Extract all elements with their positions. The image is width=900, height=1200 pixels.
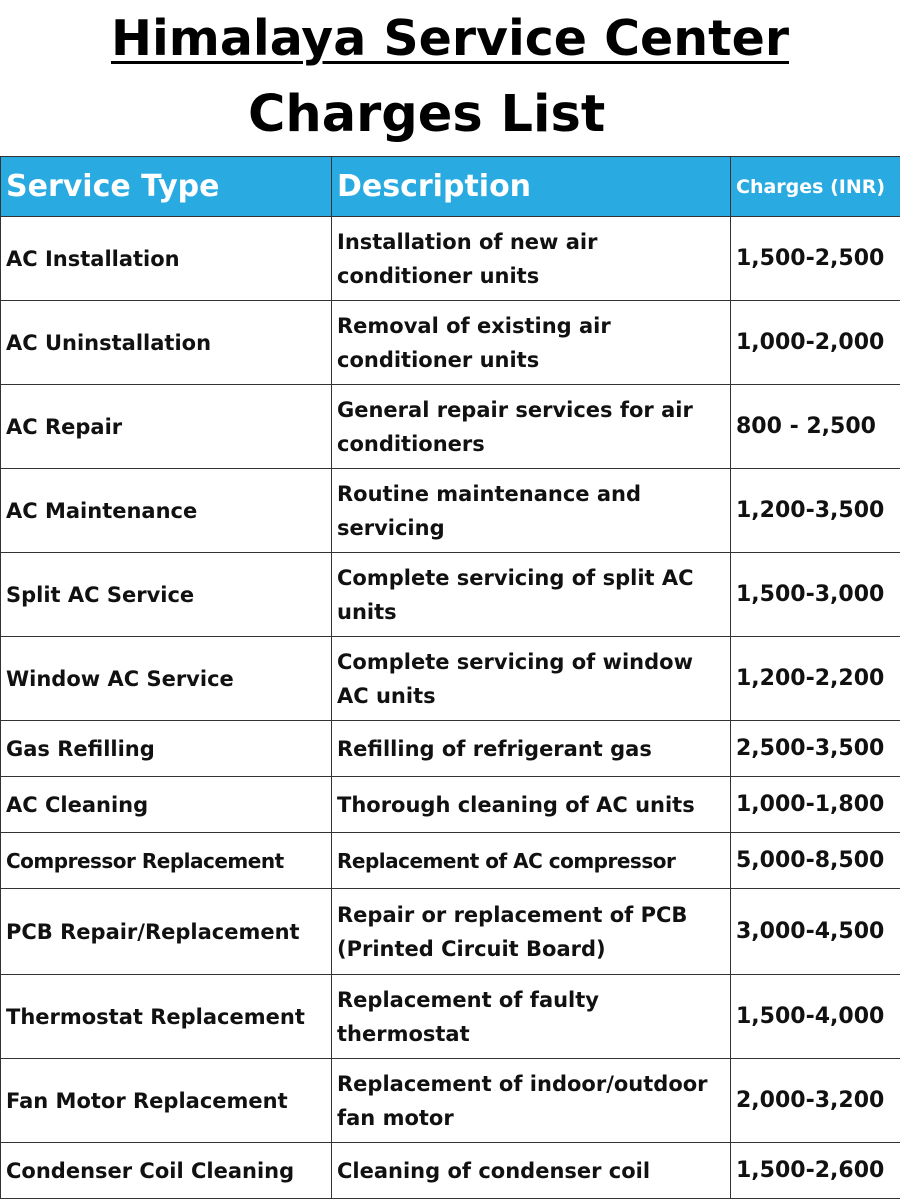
service-type-cell: PCB Repair/Replacement <box>1 889 332 975</box>
table-row <box>1 833 900 889</box>
service-type-cell: Split AC Service <box>1 553 332 637</box>
charges-cell: 1,500-4,000 <box>731 975 900 1059</box>
description-cell: Replacement of AC compressor <box>332 833 731 889</box>
column-header-description: Description <box>332 157 731 217</box>
page-title: Himalaya Service Center <box>110 10 789 67</box>
charges-cell: 1,200-2,200 <box>731 637 900 721</box>
page-header <box>0 0 900 156</box>
charges-cell: 2,000-3,200 <box>731 1059 900 1143</box>
description-cell: Replacement of faulty thermostat <box>332 975 731 1059</box>
table-row <box>1 385 900 469</box>
description-cell: Installation of new air conditioner units <box>332 217 731 301</box>
column-header-service-type: Service Type <box>1 157 332 217</box>
charges-table <box>0 156 900 1199</box>
charges-cell: 3,000-4,500 <box>731 889 900 975</box>
charges-cell: 1,000-1,800 <box>731 777 900 833</box>
service-type-cell: AC Installation <box>1 217 332 301</box>
service-type-cell: Thermostat Replacement <box>1 975 332 1059</box>
description-cell: Cleaning of condenser coil <box>332 1143 731 1199</box>
description-cell: Routine maintenance and servicing <box>332 469 731 553</box>
table-row <box>1 889 900 975</box>
table-row <box>1 217 900 301</box>
description-cell: General repair services for air conditioners <box>332 385 731 469</box>
table-row <box>1 721 900 777</box>
table-header-row <box>1 157 900 217</box>
table-row <box>1 1143 900 1199</box>
table-row <box>1 777 900 833</box>
table-row <box>1 637 900 721</box>
service-type-cell: AC Cleaning <box>1 777 332 833</box>
service-type-cell: Gas Refilling <box>1 721 332 777</box>
table-row <box>1 553 900 637</box>
service-type-cell: Window AC Service <box>1 637 332 721</box>
table-row <box>1 469 900 553</box>
description-cell: Removal of existing air conditioner units <box>332 301 731 385</box>
charges-cell: 1,500-2,600 <box>731 1143 900 1199</box>
table-row <box>1 975 900 1059</box>
service-type-cell: AC Maintenance <box>1 469 332 553</box>
charges-cell: 1,500-2,500 <box>731 217 900 301</box>
page-subtitle: Charges List <box>248 85 606 144</box>
column-header-charges: Charges (INR) <box>731 157 900 217</box>
charges-cell: 1,500-3,000 <box>731 553 900 637</box>
charges-cell: 1,000-2,000 <box>731 301 900 385</box>
description-cell: Repair or replacement of PCB (Printed Circuit Board) <box>332 889 731 975</box>
charges-cell: 1,200-3,500 <box>731 469 900 553</box>
description-cell: Complete servicing of split AC units <box>332 553 731 637</box>
charges-cell: 800 - 2,500 <box>731 385 900 469</box>
table-row <box>1 1059 900 1143</box>
table-row <box>1 301 900 385</box>
charges-cell: 2,500-3,500 <box>731 721 900 777</box>
description-cell: Complete servicing of window AC units <box>332 637 731 721</box>
service-type-cell: Condenser Coil Cleaning <box>1 1143 332 1199</box>
service-type-cell: Fan Motor Replacement <box>1 1059 332 1143</box>
description-cell: Refilling of refrigerant gas <box>332 721 731 777</box>
service-type-cell: AC Repair <box>1 385 332 469</box>
description-cell: Thorough cleaning of AC units <box>332 777 731 833</box>
description-cell: Replacement of indoor/outdoor fan motor <box>332 1059 731 1143</box>
charges-cell: 5,000-8,500 <box>731 833 900 889</box>
service-type-cell: AC Uninstallation <box>1 301 332 385</box>
service-type-cell: Compressor Replacement <box>1 833 332 889</box>
